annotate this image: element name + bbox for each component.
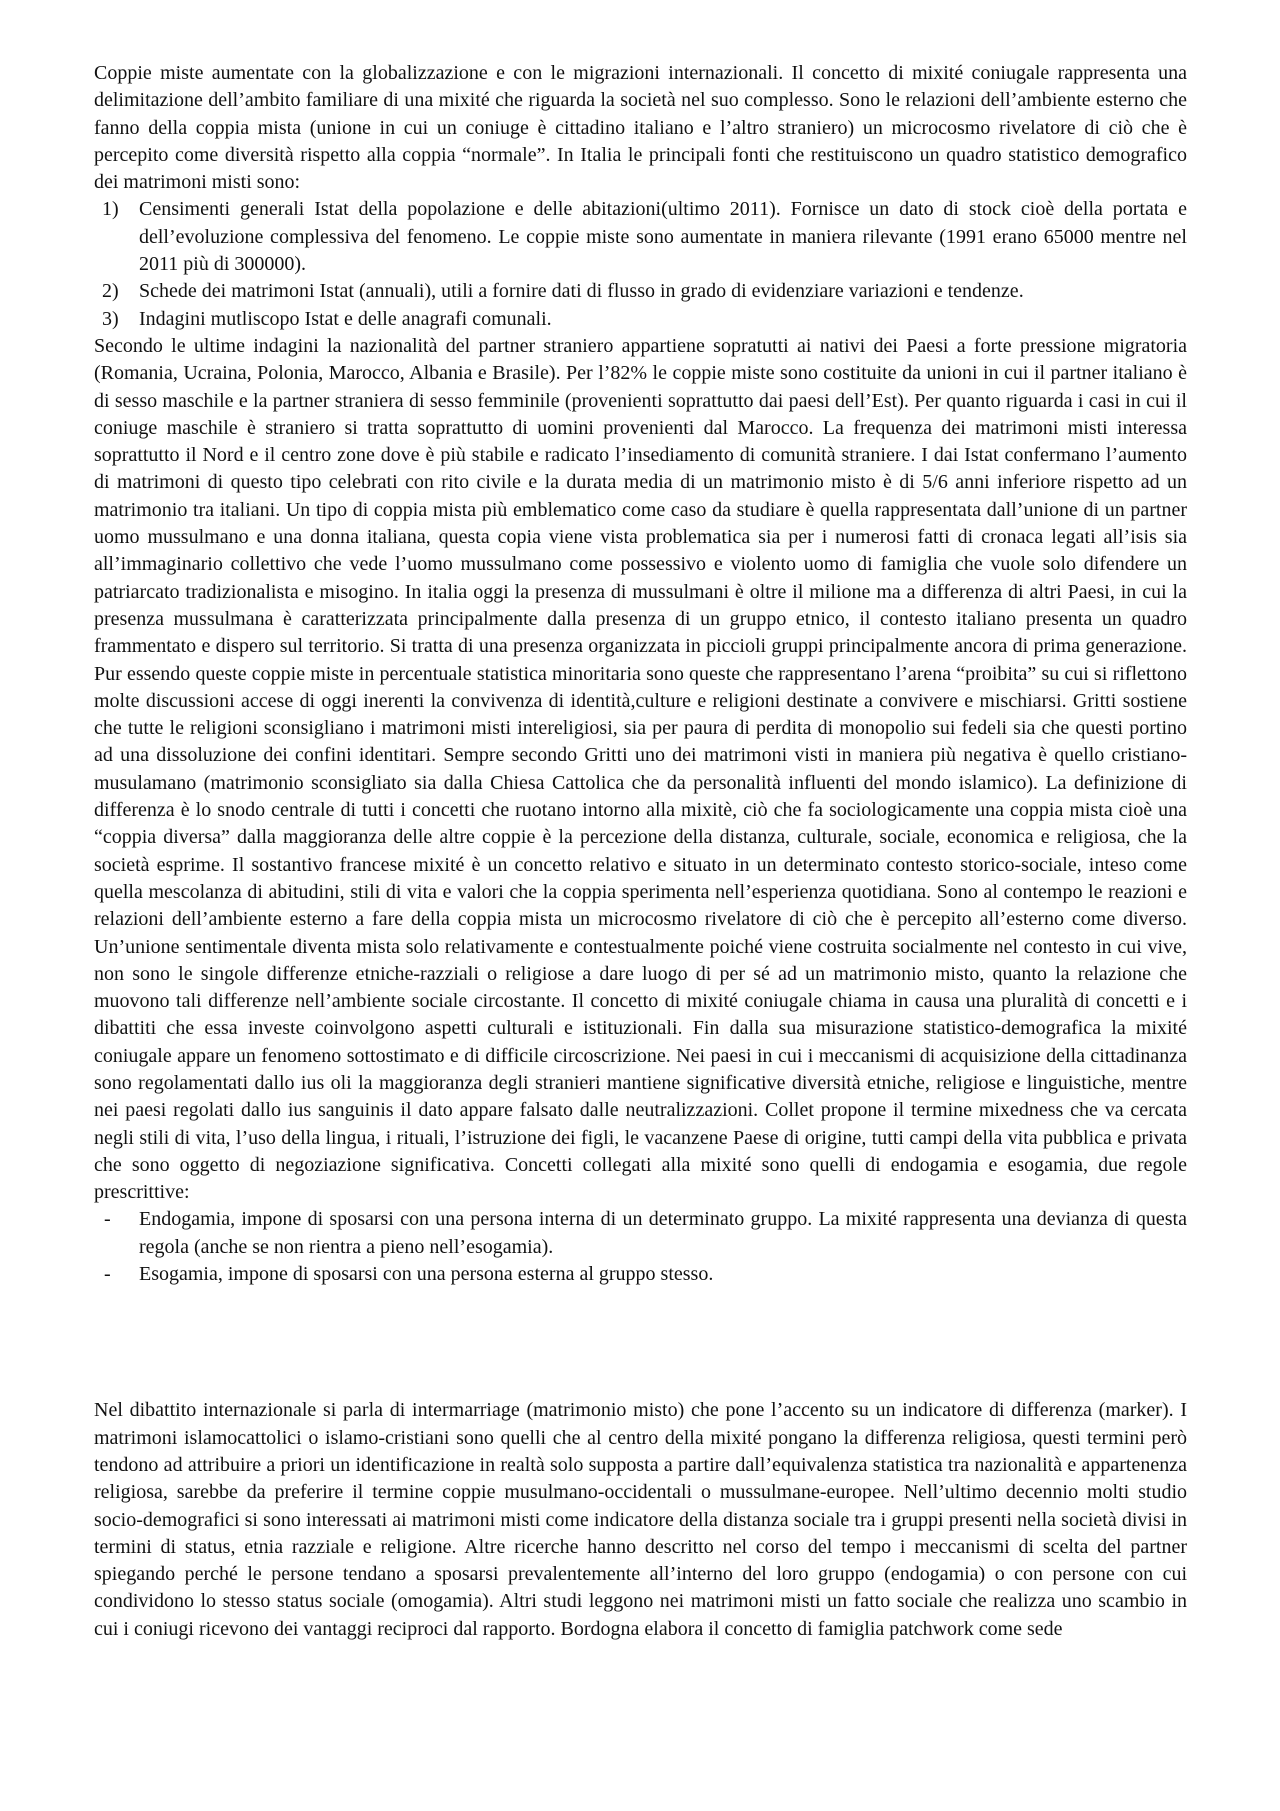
list-item-text: Esogamia, impone di sposarsi con una persona esterna al gruppo stesso.: [139, 1263, 714, 1286]
list-number: 3): [102, 307, 119, 330]
list-item: [94, 196, 1187, 278]
section-spacer: [94, 1288, 1187, 1397]
list-item-text: Endogamia, impone di sposarsi con una persona interna di un determinato gruppo. La mixité rappresenta una devianza di questa regola (anche se non rientra a pieno nell’esogamia).: [139, 1208, 1187, 1258]
list-item-text: Censimenti generali Istat della popolazione e delle abitazioni(ultimo 2011). Fornisce un dato di stock cioè della portata e dell’evoluzione complessiva del fenomeno. Le coppie miste sono aumentate in maniera rilevante (1991 erano 65000 mentre nel 2011 più di 300000).: [139, 198, 1187, 276]
list-item-text: Indagini mutliscopo Istat e delle anagrafi comunali.: [139, 307, 552, 330]
list-number: 2): [102, 280, 119, 303]
list-number: 1): [102, 198, 119, 221]
dash-marker: -: [104, 1263, 111, 1286]
body-paragraph: Secondo le ultime indagini la nazionalità del partner straniero appartiene sopratutti ai nativi dei Paesi a forte pressione migratoria (Romania, Ucraina, Polonia, Marocco, Albania e Brasile). Per l’82% le coppie miste sono costituite da unioni in cui il partner italiano è di sesso maschile e la partner straniera di sesso femminile (provenienti soprattutto dai paesi dell’Est). Per quanto riguarda i casi in cui il coniuge maschile è straniero si tratta soprattutto di uomini provenienti dal Marocco. La frequenza dei matrimoni misti interessa soprattutto il Nord e il centro zone dove è più stabile e radicato l’insediamento di comunità straniere. I dai Istat confermano l’aumento di matrimoni di questo tipo celebrati con rito civile e la durata media di un matrimonio misto è di 5/6 anni inferiore rispetto ad un matrimonio tra italiani. Un tipo di coppia mista più emblematico come caso da studiare è quella rappresentata dall’unione di un partner uomo mussulmano e una donna italiana, questa copia viene vista problematica sia per i numerosi fatti di cronaca legati all’isis sia all’immaginario collettivo che vede l’uomo mussulmano come possessivo e violento uomo di famiglia che vuole solo difendere un patriarcato tradizionalista e misogino. In italia oggi la presenza di mussulmani è oltre il milione ma a differenza di altri Paesi, in cui la presenza mussulmana è caratterizzata principalmente dalla presenza di un gruppo etnico, il contesto italiano presenta un quadro frammentato e dispero sul territorio. Si tratta di una presenza organizzata in piccioli gruppi principalmente ancora di prima generazione. Pur essendo queste coppie miste in percentuale statistica minoritaria sono queste che rappresentano l’arena “proibita” su cui si riflettono molte discussioni accese di oggi inerenti la convivenza di identità,culture e religioni destinate a convivere e mischiarsi. Gritti sostiene che tutte le religioni sconsigliano i matrimoni misti intereligiosi, sia per paura di perdita di monopolio sui fedeli sia che questi portino ad una dissoluzione dei confini identitari. Sempre secondo Gritti uno dei matrimoni visti in maniera più negativa è quello cristiano-musulamano (matrimonio sconsigliato sia dalla Chiesa Cattolica che da personalità influenti del mondo islamico). La definizione di differenza è lo snodo centrale di tutti i concetti che ruotano intorno alla mixitè, ciò che fa sociologicamente una coppia mista cioè una “coppia diversa” dalla maggioranza delle altre coppie è la percezione della distanza, culturale, sociale, economica e religiosa, che la società esprime. Il sostantivo francese mixité è un concetto relativo e situato in un determinato contesto storico-sociale, inteso come quella mescolanza di abitudini, stili di vita e valori che la coppia sperimenta nell’esperienza quotidiana. Sono al contempo le reazioni e relazioni dell’ambiente esterno a fare della coppia mista un microcosmo rivelatore di ciò che è percepito all’esterno come diverso. Un’unione sentimentale diventa mista solo relativamente e contestualmente poiché viene costruita socialmente nel contesto in cui vive, non sono le singole differenze etniche-razziali o religiose a dare luogo di per sé ad un matrimonio misto, quanto la relazione che muovono tali differenze nell’ambiente sociale circostante. Il concetto di mixité coniugale chiama in causa una pluralità di concetti e i dibattiti che essa investe coinvolgono aspetti culturali e istituzionali. Fin dalla sua misurazione statistico-demografica la mixité coniugale appare un fenomeno sottostimato e di difficile circoscrizione. Nei paesi in cui i meccanismi di acquisizione della cittadinanza sono regolamentati dallo ius oli la maggioranza degli stranieri mantiene significative diversità etniche, religiose e linguistiche, mentre nei paesi regolati dallo ius sanguinis il dato appare falsato dalle neutralizzazioni. Collet propone il termine mixedness che va cercata negli stili di vita, l’uso della lingua, i rituali, l’istruzione dei figli, le vacanzene Paese di origine, tutti campi della vita pubblica e privata che sono oggetto di negoziazione significativa. Concetti collegati alla mixité sono quelli di endogamia e esogamia, due regole prescrittive:: [94, 334, 1187, 1204]
rules-list: [94, 1206, 1187, 1288]
second-section-paragraph: Nel dibattito internazionale si parla di intermarriage (matrimonio misto) che pone l’accento su un indicatore di differenza (marker). I matrimoni islamocattolici o islamo-cristiani sono quelli che al centro della mixité pongano la differenza religiosa, questi termini però tendono ad attribuire a priori un identificazione in realtà solo supposta a partire dall’equivalenza statistica tra nazionalità e appartenenza religiosa, sarebbe da preferire il termine coppie musulmano-occidentali o mussulmane-europee. Nell’ultimo decennio molti studio socio-demografici si sono interessati ai matrimoni misti come indicatore della distanza sociale tra i gruppi presenti nella società divisi in termini di status, etnia razziale e religione. Altre ricerche hanno descritto nel corso del tempo i meccanismi di scelta del partner spiegando perché le persone tendano a sposarsi prevalentemente all’interno del loro gruppo (endogamia) o con persone con cui condividono lo stesso status sociale (omogamia). Altri studi leggono nei matrimoni misti un fatto sociale che realizza uno scambio in cui i coniugi ricevono dei vantaggi reciproci dal rapporto. Bordogna elabora il concetto di famiglia patchwork come sede: [94, 1399, 1187, 1640]
list-item: [94, 278, 1187, 305]
sources-list: [94, 196, 1187, 332]
list-item-text: Schede dei matrimoni Istat (annuali), utili a fornire dati di flusso in grado di evidenziare variazioni e tendenze.: [139, 280, 1024, 303]
list-item: [94, 1206, 1187, 1261]
dash-marker: -: [104, 1208, 111, 1231]
document-page: [94, 60, 1187, 1643]
list-item: [94, 1261, 1187, 1288]
list-item: [94, 306, 1187, 333]
intro-paragraph: Coppie miste aumentate con la globalizzazione e con le migrazioni internazionali. Il concetto di mixité coniugale rappresenta una delimitazione dell’ambito familiare di una mixité che riguarda la società nel suo complesso. Sono le relazioni dell’ambiente esterno che fanno della coppia mista (unione in cui un coniuge è cittadino italiano e l’altro straniero) un microcosmo rivelatore di ciò che è percepito come diversità rispetto alla coppia “normale”. In Italia le principali fonti che restituiscono un quadro statistico demografico dei matrimoni misti sono:: [94, 62, 1187, 194]
